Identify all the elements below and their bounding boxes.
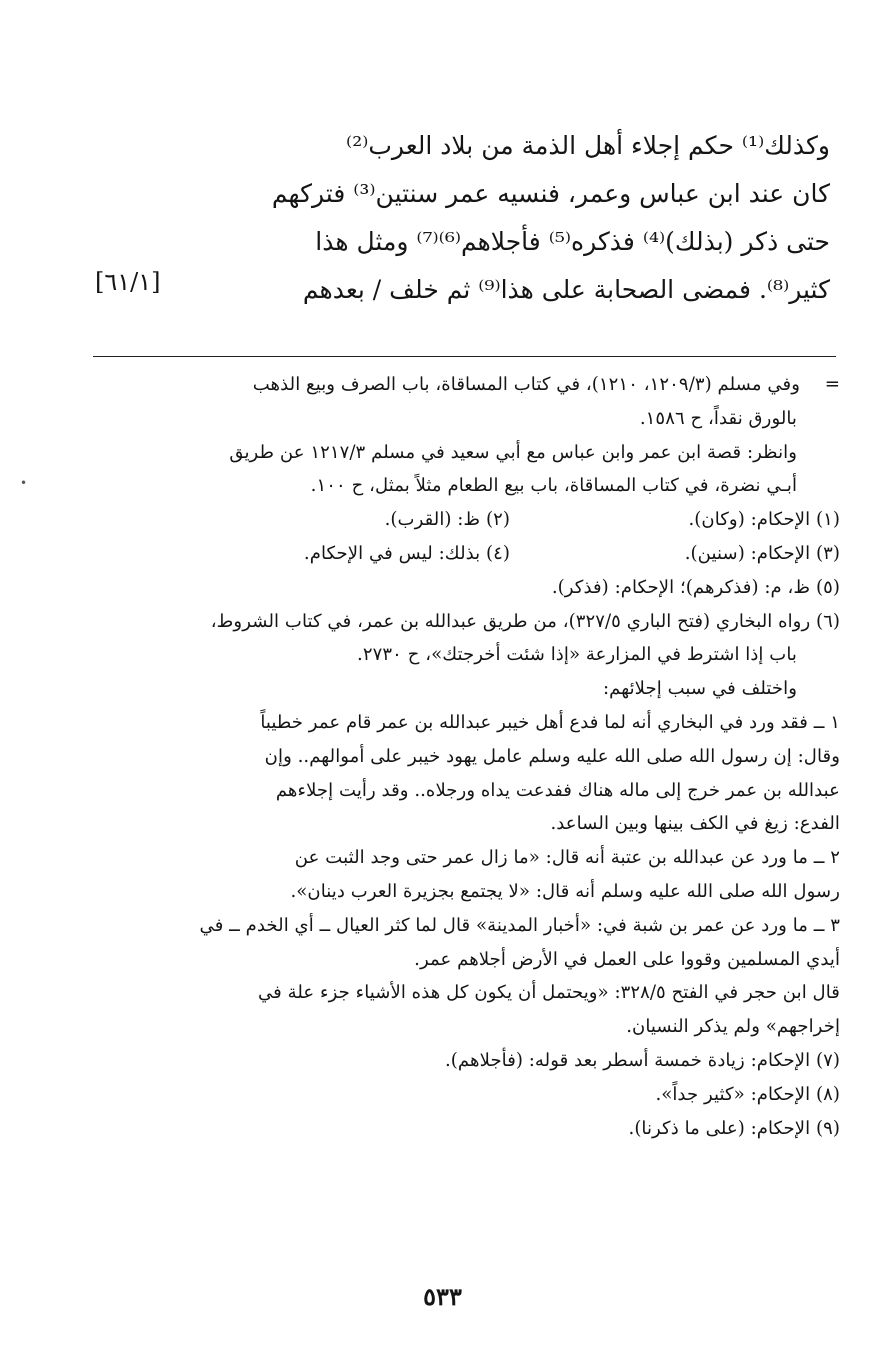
page-number: ٥٣٣ — [423, 1282, 462, 1311]
footnote-6-line-3: واختلف في سبب إجلائهم: — [602, 678, 797, 700]
main-line-2: كان عند ابن عباس وعمر، فنسيه عمر سنتين⁽³⁾ فتركهم — [271, 179, 830, 208]
reason-line-8: أيدي المسلمين وقووا على العمل في الأرض أجلاهم عمر. — [414, 948, 840, 970]
reason-line-7: ٣ ــ ما ورد عن عمر بن شبة في: «أخبار المدينة» قال لما كثر العيال ــ أي الخدم ــ في — [199, 914, 840, 936]
footnote-6-line-2: باب إذا اشترط في المزارعة «إذا شئت أخرجتك»، ح ٢٧٣٠. — [357, 644, 797, 666]
main-text — [240, 122, 830, 314]
footnote-2: (٢) ظ: (القرب). — [384, 509, 510, 531]
footnotes-3-4-row — [88, 537, 840, 571]
footnote-continued-line-2: بالورق نقداً، ح ١٥٨٦. — [639, 407, 797, 429]
margin-dot: • — [20, 476, 28, 490]
reason-line-9: قال ابن حجر في الفتح ٣٢٨/٥: «ويحتمل أن يكون كل هذه الأشياء جزء علة في — [258, 982, 840, 1004]
footnote-3: (٣) الإحكام: (سنين). — [684, 542, 840, 564]
footnote-separator — [93, 356, 836, 357]
reason-line-4: الفدع: زيغ في الكف بينها وبين الساعد. — [550, 813, 840, 835]
footnote-7: (٧) الإحكام: زيادة خمسة أسطر بعد قوله: (فأجلاهم). — [445, 1049, 840, 1071]
main-line-4: كثير⁽⁸⁾. فمضى الصحابة على هذا⁽⁹⁾ ثم خلف / بعدهم — [302, 275, 830, 304]
footnotes — [88, 368, 840, 1145]
footnote-4: (٤) بذلك: ليس في الإحكام. — [303, 542, 510, 564]
main-line-1: وكذلك⁽¹⁾ حكم إجلاء أهل الذمة من بلاد العرب⁽²⁾ — [346, 131, 830, 160]
footnotes-1-2-row — [88, 503, 840, 537]
footnote-6-line-1: (٦) رواه البخاري (فتح الباري ٣٢٧/٥)، من طريق عبدالله بن عمر، في كتاب الشروط، — [210, 610, 840, 632]
main-line-3: حتى ذكر (بذلك)⁽⁴⁾ فذكره⁽⁵⁾ فأجلاهم⁽⁶⁾⁽⁷⁾ ومثل هذا — [315, 227, 830, 256]
reason-line-6: رسول الله صلى الله عليه وسلم أنه قال: «لا يجتمع بجزيرة العرب دينان». — [290, 880, 840, 902]
reason-line-10: إخراجهم» ولم يذكر النسيان. — [626, 1016, 840, 1038]
footnote-continued-line-1: =وفي مسلم (١٢٠٩/٣، ١٢١٠)، في كتاب المساقاة، باب الصرف وبيع الذهب — [88, 368, 840, 402]
footnote-1: (١) الإحكام: (وكان). — [688, 509, 840, 531]
footnote-5: (٥) ظ، م: (فذكرهم)؛ الإحكام: (فذكر). — [551, 576, 840, 598]
footnote-see-also-line-1: وانظر: قصة ابن عمر وابن عباس مع أبي سعيد في مسلم ١٢١٧/٣ عن طريق — [229, 441, 797, 463]
page-reference: [٦١/١] — [95, 268, 161, 296]
reason-line-2: وقال: إن رسول الله صلى الله عليه وسلم عامل يهود خيبر على أموالهم.. وإن — [264, 745, 840, 767]
continuation-mark: = — [824, 374, 840, 395]
footnote-9: (٩) الإحكام: (على ما ذكرنا). — [628, 1117, 840, 1139]
reason-line-3: عبدالله بن عمر خرج إلى ماله هناك ففدعت يداه ورجلاه.. وقد رأيت إجلاءهم — [275, 779, 840, 801]
footnote-see-also-line-2: أبـي نضرة، في كتاب المساقاة، باب بيع الطعام مثلاً بمثل، ح ١٠٠. — [310, 475, 797, 497]
reason-line-1: ١ ــ فقد ورد في البخاري أنه لما فدع أهل خيبر عبدالله بن عمر قام عمر خطيباً — [260, 711, 840, 733]
footnote-8: (٨) الإحكام: «كثير جداً». — [655, 1083, 840, 1105]
reason-line-5: ٢ ــ ما ورد عن عبدالله بن عتبة أنه قال: «ما زال عمر حتى وجد الثبت عن — [294, 847, 840, 869]
